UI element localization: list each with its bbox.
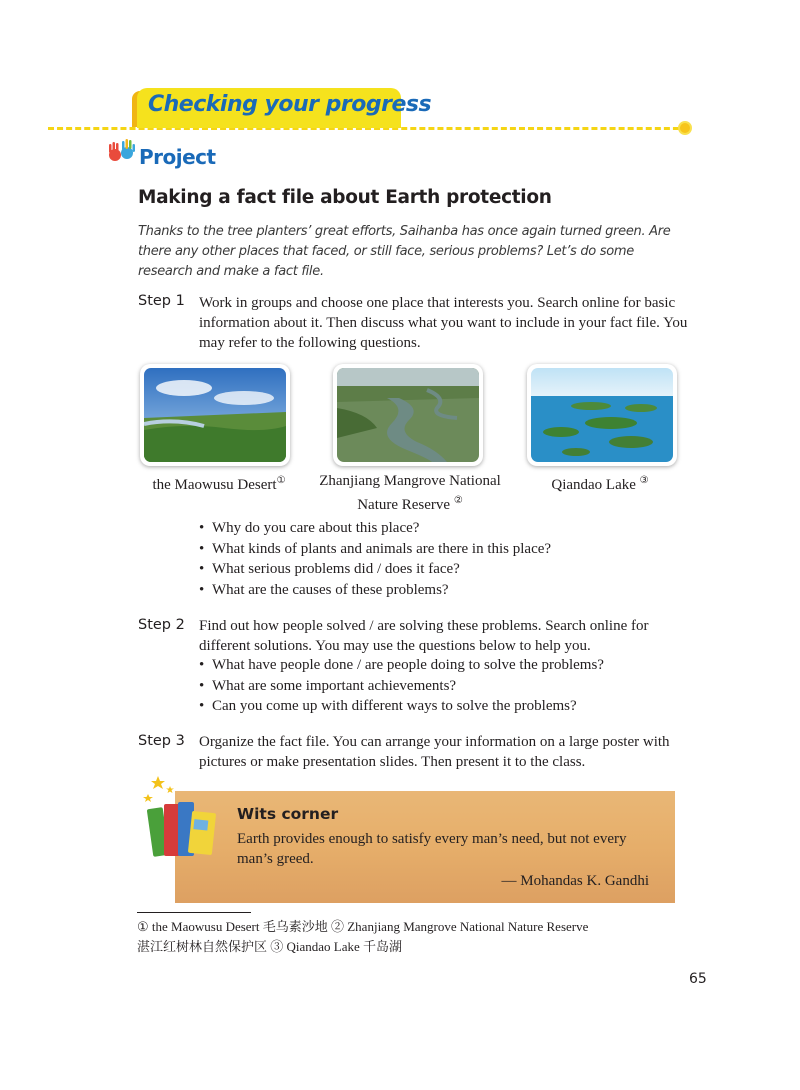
photo-maowusu-desert: [140, 364, 290, 466]
caption-qiandao: [535, 471, 665, 495]
caption-maowusu: [140, 471, 298, 495]
footnote-rule: [137, 912, 251, 913]
list-item: • What are the causes of these problems?: [199, 581, 449, 598]
list-item: • What are some important achievements?: [199, 677, 457, 694]
section-heading: Making a fact file about Earth protection: [138, 187, 552, 208]
photo-qiandao-lake: [527, 364, 677, 466]
books-icon: [140, 772, 230, 864]
step-1-label: Step 1: [138, 293, 185, 309]
photo-zhanjiang-mangrove: [333, 364, 483, 466]
list-item: • What kinds of plants and animals are there in this place?: [199, 540, 552, 557]
list-item: • Why do you care about this place?: [199, 520, 420, 536]
step-2-text: Find out how people solved / are solving these problems. Search online for different solutions. You may use the questions below to help you.: [199, 618, 649, 654]
step-2-label: Step 2: [138, 617, 185, 633]
caption-maowusu-text: the Maowusu Desert: [152, 477, 277, 493]
list-item: • Can you come up with different ways to solve the problems?: [199, 698, 577, 714]
banner-dot: [678, 121, 692, 135]
step-1-text: Work in groups and choose one place that interests you. Search online for basic information about it. Then discuss what you want to include in your fact file. You may refer to the following questions.: [199, 295, 688, 351]
wits-corner-title: Wits corner: [237, 805, 339, 823]
footnote-mark-2: ②: [453, 495, 463, 506]
caption-qiandao-text: Qiandao Lake: [551, 477, 636, 493]
banner-title: Checking your progress: [148, 92, 432, 117]
list-item: • What have people done / are people doing to solve the problems?: [199, 657, 604, 673]
page-number: 65: [689, 971, 707, 987]
handprints-icon: [106, 138, 138, 166]
caption-zhanjiang: [300, 471, 520, 515]
step-3-text: Organize the fact file. You can arrange your information on a large poster with pictures or make presentation slides. Then present it to the class.: [199, 734, 670, 770]
list-item: • What serious problems did / does it face?: [199, 561, 460, 577]
footnote-line-1: ① the Maowusu Desert 毛乌素沙地 ② Zhanjiang Mangrove National Nature Reserve: [137, 919, 589, 934]
footnote-mark-1: ①: [276, 475, 286, 486]
caption-zhanjiang-line2: Nature Reserve: [357, 497, 451, 513]
footnote-mark-3: ③: [639, 475, 649, 486]
step-1-questions: [199, 518, 551, 600]
footnote: [137, 917, 697, 957]
project-label: Project: [139, 145, 216, 169]
caption-zhanjiang-line1: Zhanjiang Mangrove National: [319, 473, 501, 489]
intro-paragraph: Thanks to the tree planters’ great efforts, Saihanba has once again turned green. Are there any other places that faced, or still face, serious problems? Let’s do some research and make a fact file.: [138, 224, 671, 279]
step-3-label: Step 3: [138, 733, 185, 749]
wits-quote: Earth provides enough to satisfy every man’s need, but not every man’s greed.: [237, 831, 627, 867]
step-2-questions: [199, 655, 604, 717]
footnote-line-2: 湛江红树林自然保护区 ③ Qiandao Lake 千岛湖: [137, 939, 403, 954]
wits-author: — Mohandas K. Gandhi: [501, 873, 649, 889]
